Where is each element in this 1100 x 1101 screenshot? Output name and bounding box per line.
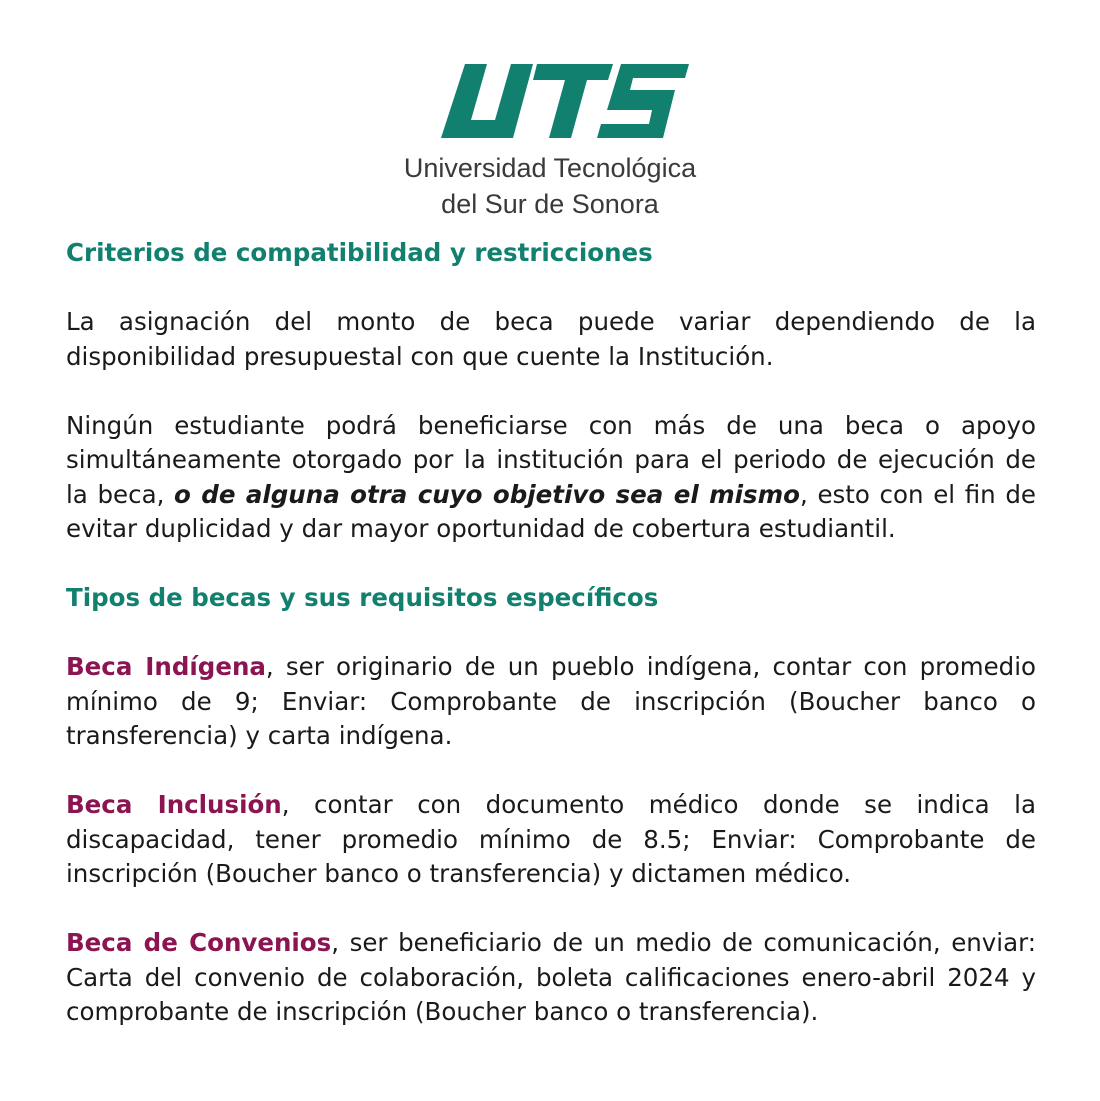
beca-name: Beca de Convenios xyxy=(66,928,332,957)
beca-inclusion-item xyxy=(66,788,1036,892)
uts-logo-mark xyxy=(437,62,693,142)
university-name-line2: del Sur de Sonora xyxy=(441,189,659,219)
beca-description: , ser beneficiario de un medio de comunicación, enviar: Carta del convenio de colaboración, boleta calificaciones enero-abril 2024 y comprobante de inscripción (Boucher banco o transferencia). xyxy=(66,928,1037,1026)
emphasis-text: o de alguna otra cuyo objetivo sea el mismo xyxy=(174,479,800,509)
document-body xyxy=(66,236,1036,1030)
paragraph-restriccion-end: , esto con el fin de evitar duplicidad y dar mayor oportunidad de cobertura estudiantil. xyxy=(66,479,1036,543)
section-heading-criterios: Criterios de compatibilidad y restricciones xyxy=(66,238,653,267)
beca-name: Beca Inclusión xyxy=(66,790,282,819)
university-logo xyxy=(0,0,1100,230)
paragraph-restriccion-start: Ningún estudiante podrá beneficiarse con más de una beca o apoyo simultáneamente otorgado por la institución para el periodo de ejecución de la beca, xyxy=(66,410,1036,509)
beca-description: , ser originario de un pueblo indígena, contar con promedio mínimo de 9; Enviar: Comprobante de inscripción (Boucher banco o transferencia) y carta indígena. xyxy=(66,652,1036,750)
paragraph-monto: La asignación del monto de beca puede variar dependiendo de la disponibilidad presupuestal con que cuente la Institución. xyxy=(66,307,1036,371)
university-name-line1: Universidad Tecnológica xyxy=(403,153,697,183)
beca-convenios-item xyxy=(66,926,1036,1030)
beca-description: , contar con documento médico donde se indica la discapacidad, tener promedio mínimo de 8.5; Enviar: Comprobante de inscripción (Boucher banco o transferencia) y dictamen médico. xyxy=(66,790,1036,888)
beca-indigena-item xyxy=(66,650,1036,754)
section-heading-tipos: Tipos de becas y sus requisitos específicos xyxy=(66,583,659,612)
paragraph-restriccion xyxy=(66,409,1036,547)
beca-name: Beca Indígena xyxy=(66,652,266,681)
